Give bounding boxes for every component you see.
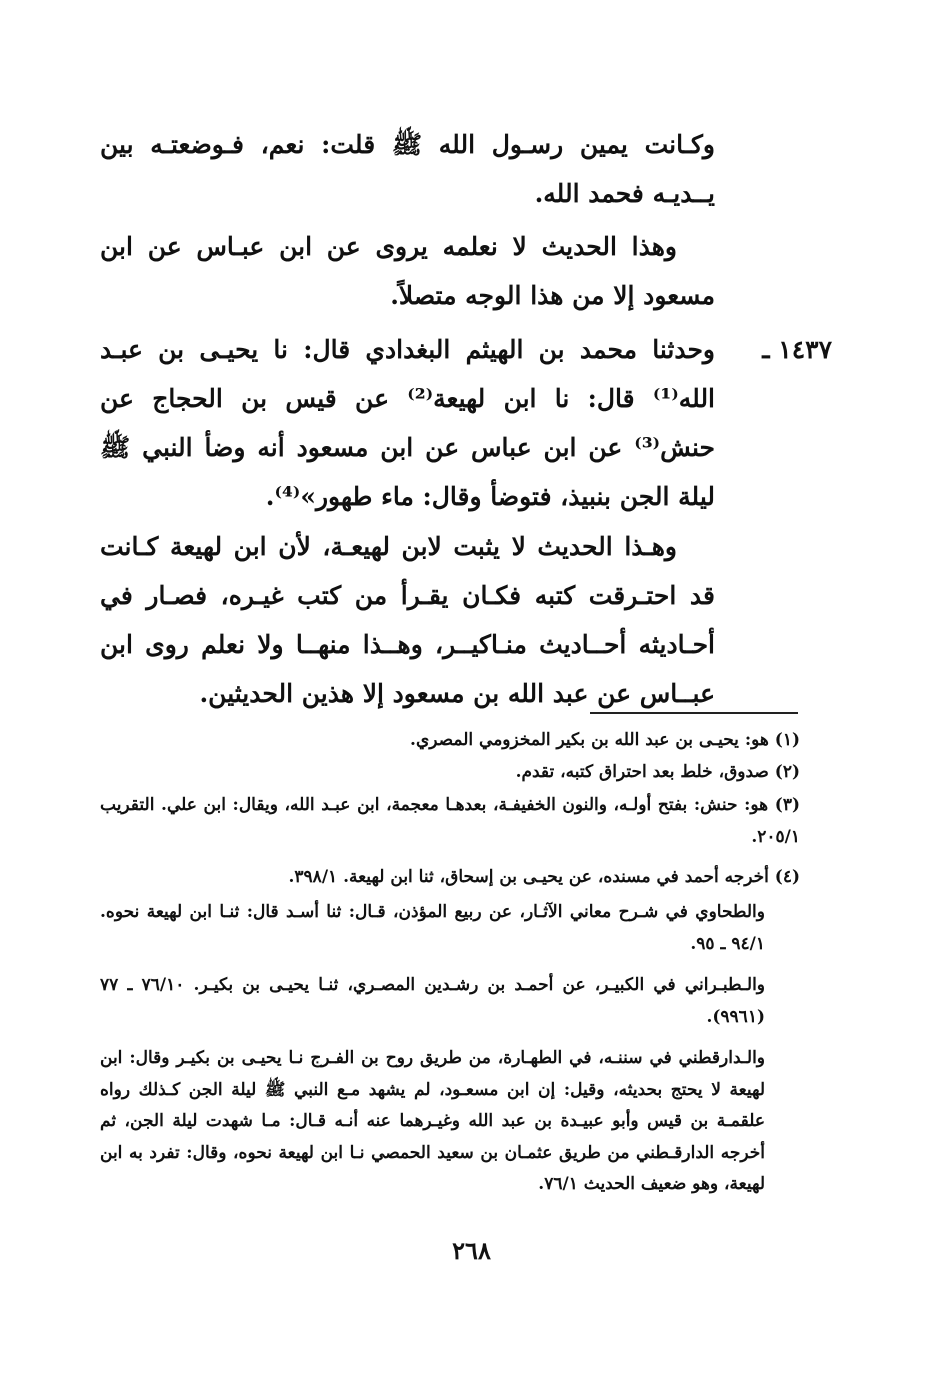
paragraph-4: وهـذا الحديث لا يثبت لابن لهيعـة، لأن ابن لهيعة كـانت قد احتـرقت كتبه فكـان يقـرأ من كتب غيـره، فصـار في أحـاديثه أحــاديث منـاكيــر، وهــذا منهــا ولا نعلم روى ابن عبــاس عن عبد الله بن مسعود إلا هذين الحديثين. xyxy=(100,532,715,708)
footnote-4c: والـطبـراني في الكبيـر، عن أحمـد بن رشـدين المصـري، ثنـا يحيـى بن بكيـر. ٧٦/١٠ ـ ٧٧ (٩٩٦١). xyxy=(100,975,765,1027)
page-number: ٢٦٨ xyxy=(452,1236,491,1265)
footnote-1: (١) هو: يحيـى بن عبد الله بن بكير المخزومي المصري. xyxy=(410,730,800,750)
footnote-4d: والـدارقطني في سننـه، في الطهـارة، من طريق روح بن الفـرج نـا يحيـى بن بكيـر وقال: ابن لهيعة لا يحتج بحديثه، وقيل: إن ابن مسعـود، لم يشهد مـع النبي ﷺ ليلة الجن كـذلك رواه علقمـة بن قيس وأبو عبيـدة بن عبد الله وغيـرهما عنه أنـه قـال: مـا شهدت ليلة الجن، ثم أخرجه الدارقـطني من طريق عثمـان بن سعيد الحمصي نـا ابن لهيعة نحوه، وقال: تفرد به ابن لهيعة، وهو ضعيف الحديث ٧٦/١. xyxy=(100,1048,765,1194)
footnote-separator xyxy=(590,712,798,714)
hadith-number: ١٤٣٧ ـ xyxy=(762,335,832,364)
footnote-4a: (٤) أخرجه أحمد في مسنده، عن يحيـى بن إسحاق، ثنا ابن لهيعة. ٣٩٨/١. xyxy=(288,867,800,887)
footnote-4b: والطحاوي في شـرح معاني الآثـار، عن ربيع المؤذن، قـال: ثنا أسـد قال: ثنـا ابن لهيعة نحوه. ٩٤/١ ـ ٩٥. xyxy=(100,902,765,954)
footnote-3: (٣) هو: حنش: بفتح أولـه، والنون الخفيفـة، بعدهـا معجمة، ابن عبـد الله، ويقال: ابن علي. التقريب ٢٠٥/١. xyxy=(100,795,800,847)
footnote-2: (٢) صدوق، خلط بعد احتراق كتبه، تقدم. xyxy=(515,762,800,782)
paragraph-3-hadith: وحدثنا محمد بن الهيثم البغدادي قال: نا يحيـى بن عبـد الله⁽¹⁾ قال: نا ابن لهيعة⁽²⁾ عن قيس بن الحجاج عن حنش⁽³⁾ عن ابن عباس عن ابن مسعود أنه وضأ النبي ﷺ ليلة الجن بنبيذ، فتوضأ وقال: ماء طهور»⁽⁴⁾. xyxy=(100,335,716,511)
paragraph-2: وهذا الحديث لا نعلمه يروى عن ابن عبـاس عن ابن مسعود إلا من هذا الوجه متصلاً. xyxy=(100,232,715,310)
paragraph-1: وكـانت يمين رسـول الله ﷺ قلت: نعم، فـوضعتـه بين يــديـه فحمد الله. xyxy=(100,130,715,208)
